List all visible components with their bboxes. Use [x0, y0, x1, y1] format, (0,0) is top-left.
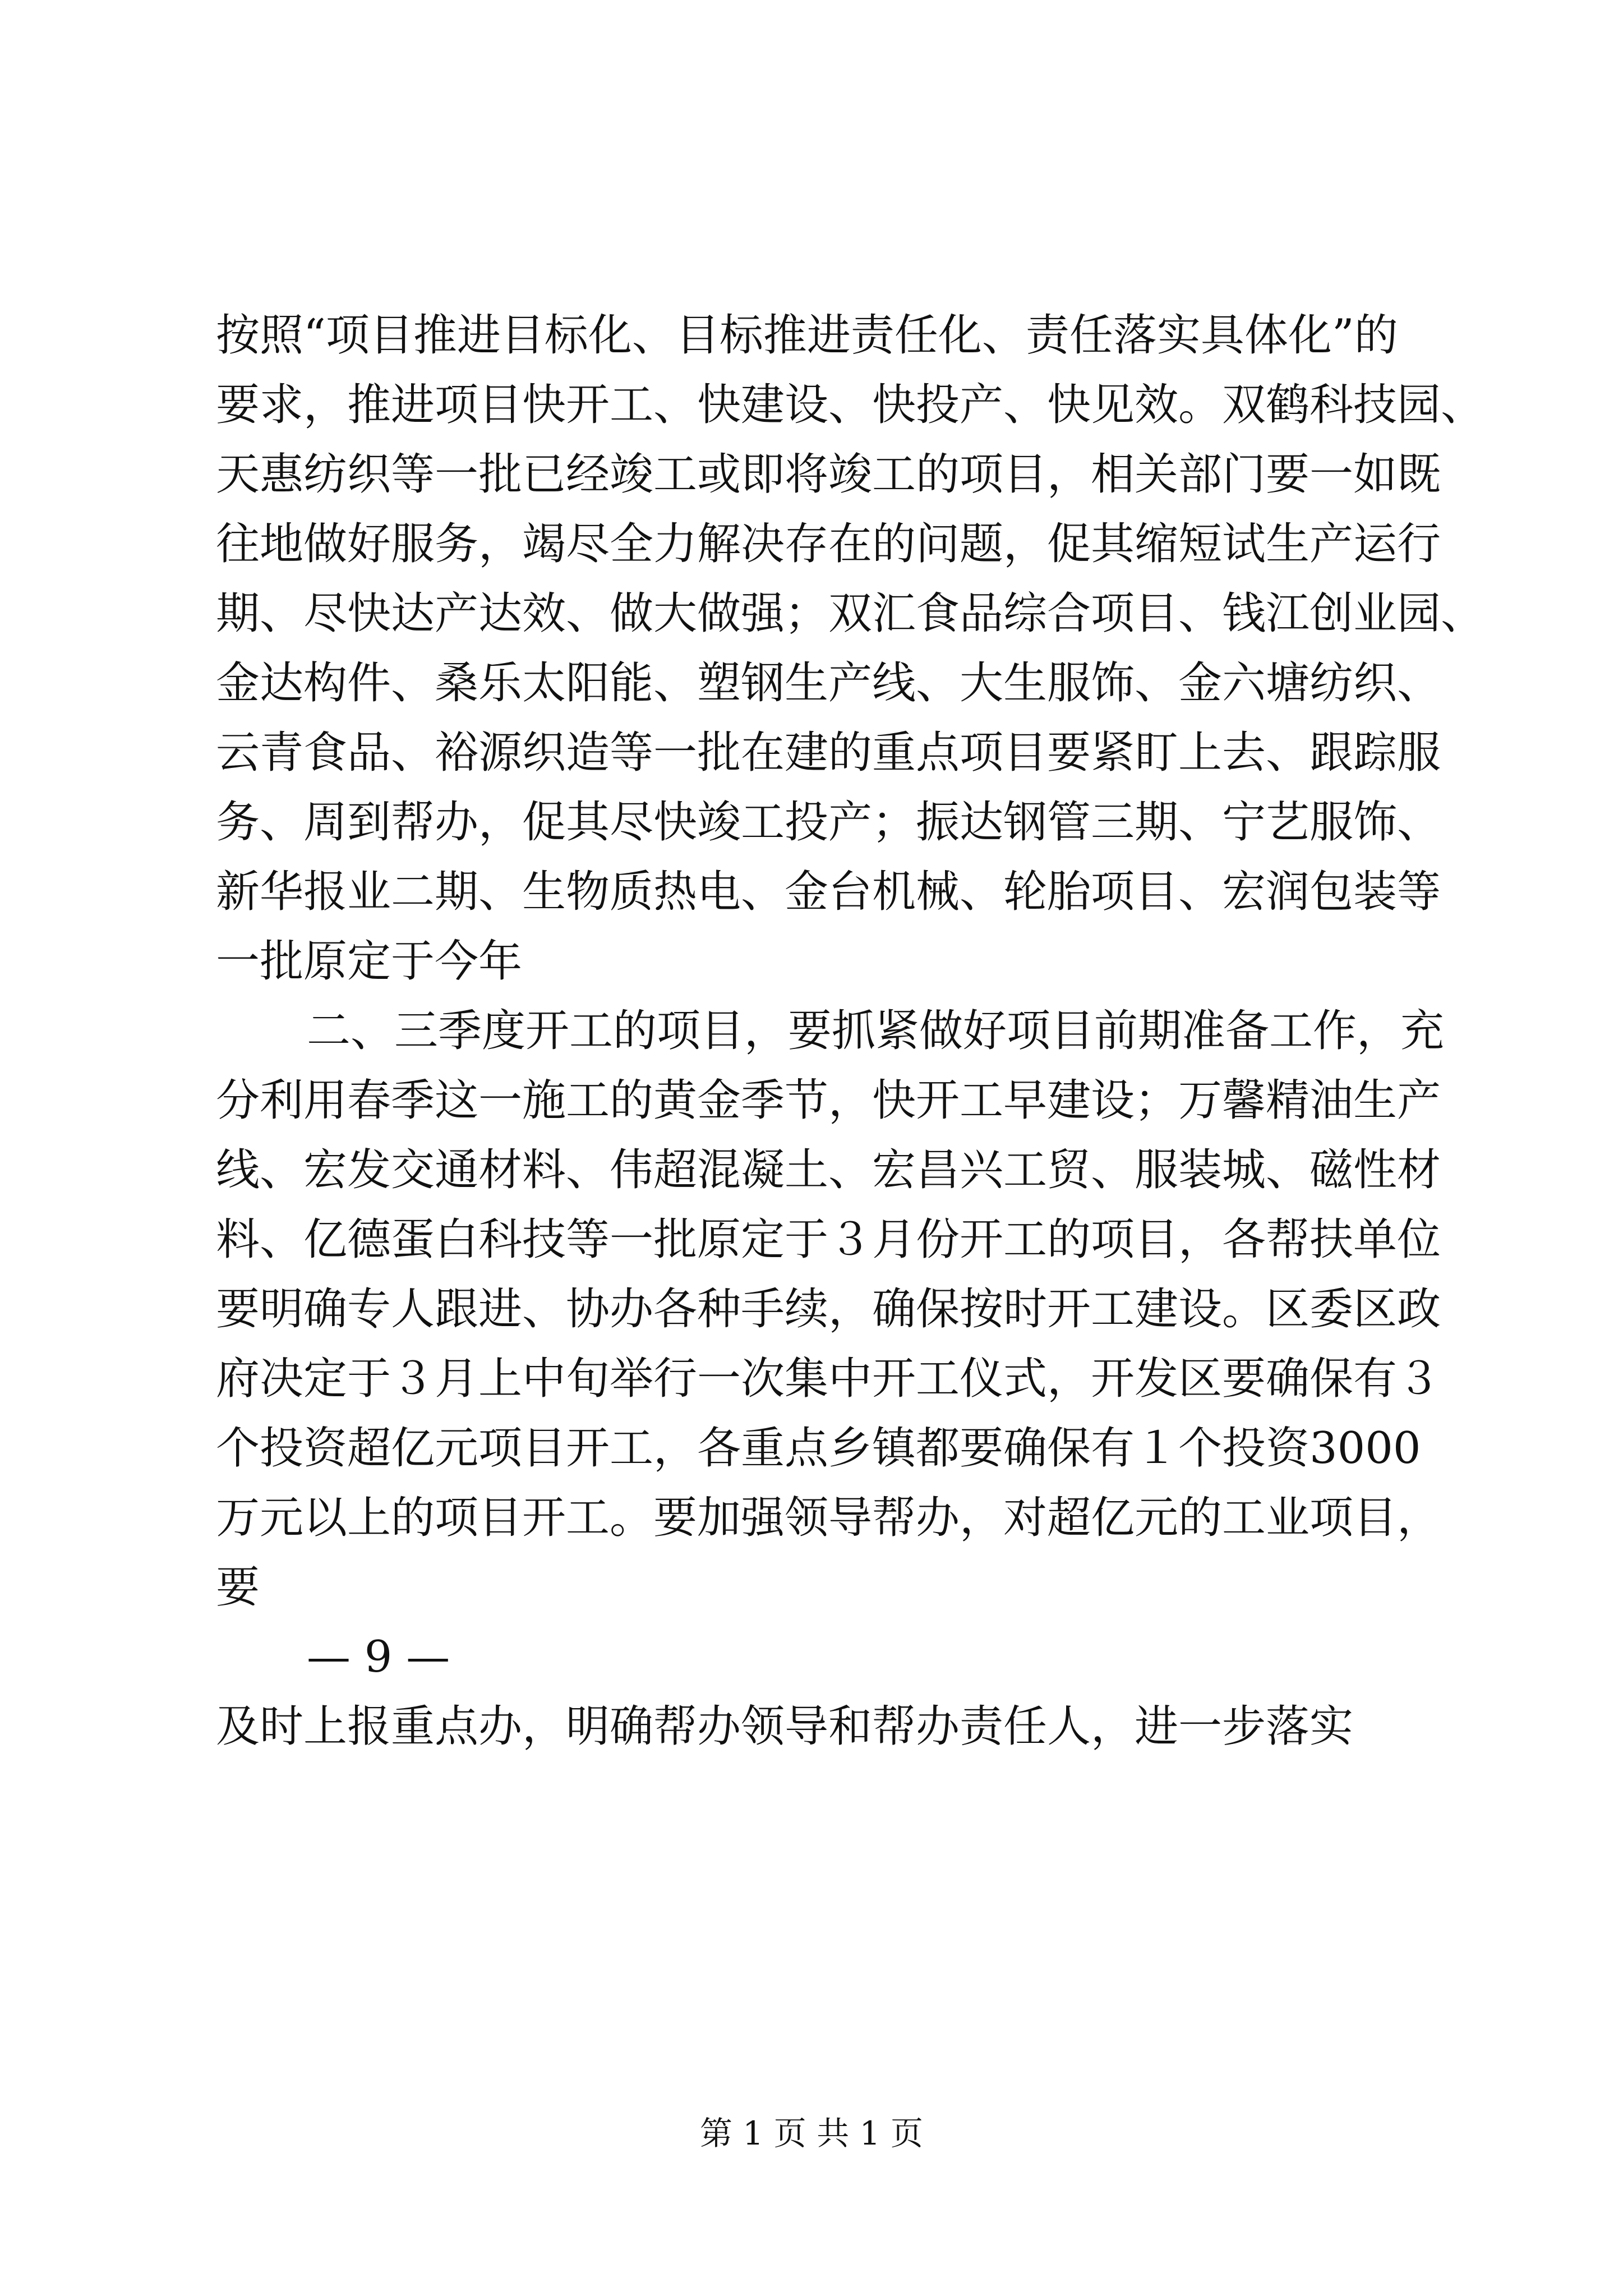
- body-line-13: 线、宏发交通材料、伟超混凝土、宏昌兴工贸、服装城、磁性材: [216, 1145, 1441, 1195]
- body-line-3: 天惠纺织等一批已经竣工或即将竣工的项目，相关部门要一如既: [216, 449, 1441, 500]
- body-line-7: 云青食品、裕源织造等一批在建的重点项目要紧盯上去、跟踪服: [216, 728, 1441, 778]
- body-line-1: 按照“项目推进目标化、目标推进责任化、责任落实具体化”的: [216, 310, 1398, 361]
- inline-page-number: — 9 —: [307, 1632, 450, 1682]
- body-line-18: 万元以上的项目开工。要加强领导帮办，对超亿元的工业项目，: [216, 1493, 1441, 1543]
- body-line-10: 一批原定于今年: [216, 936, 523, 987]
- body-line-8: 务、周到帮办，促其尽快竣工投产；振达钢管三期、宁艺服饰、: [216, 797, 1441, 848]
- body-line-19: 要: [216, 1562, 260, 1613]
- body-line-4: 往地做好服务，竭尽全力解决存在的问题，促其缩短试生产运行: [216, 519, 1441, 569]
- body-line-6: 金达构件、桑乐太阳能、塑钢生产线、大生服饰、金六塘纺织、: [216, 658, 1441, 708]
- body-line-14: 料、亿德蛋白科技等一批原定于３月份开工的项目，各帮扶单位: [216, 1214, 1441, 1265]
- body-line-9: 新华报业二期、生物质热电、金台机械、轮胎项目、宏润包装等: [216, 867, 1441, 917]
- body-line-5: 期、尽快达产达效、做大做强；双汇食品综合项目、钱江创业园、: [216, 588, 1485, 639]
- body-line-21: 及时上报重点办，明确帮办领导和帮办责任人，进一步落实: [216, 1701, 1354, 1752]
- body-line-17: 个投资超亿元项目开工，各重点乡镇都要确保有１个投资3000: [216, 1423, 1421, 1474]
- body-line-11: 二、三季度开工的项目，要抓紧做好项目前期准备工作，充: [307, 1006, 1445, 1056]
- body-line-15: 要明确专人跟进、协办各种手续，确保按时开工建设。区委区政: [216, 1284, 1441, 1335]
- body-line-2: 要求，推进项目快开工、快建设、快投产、快见效。双鹤科技园、: [216, 380, 1485, 430]
- body-line-16: 府决定于３月上中旬举行一次集中开工仪式，开发区要确保有３: [216, 1354, 1441, 1404]
- body-line-12: 分利用春季这一施工的黄金季节，快开工早建设；万馨精油生产: [216, 1075, 1441, 1126]
- page-footer: 第 1 页 共 1 页: [700, 2114, 923, 2152]
